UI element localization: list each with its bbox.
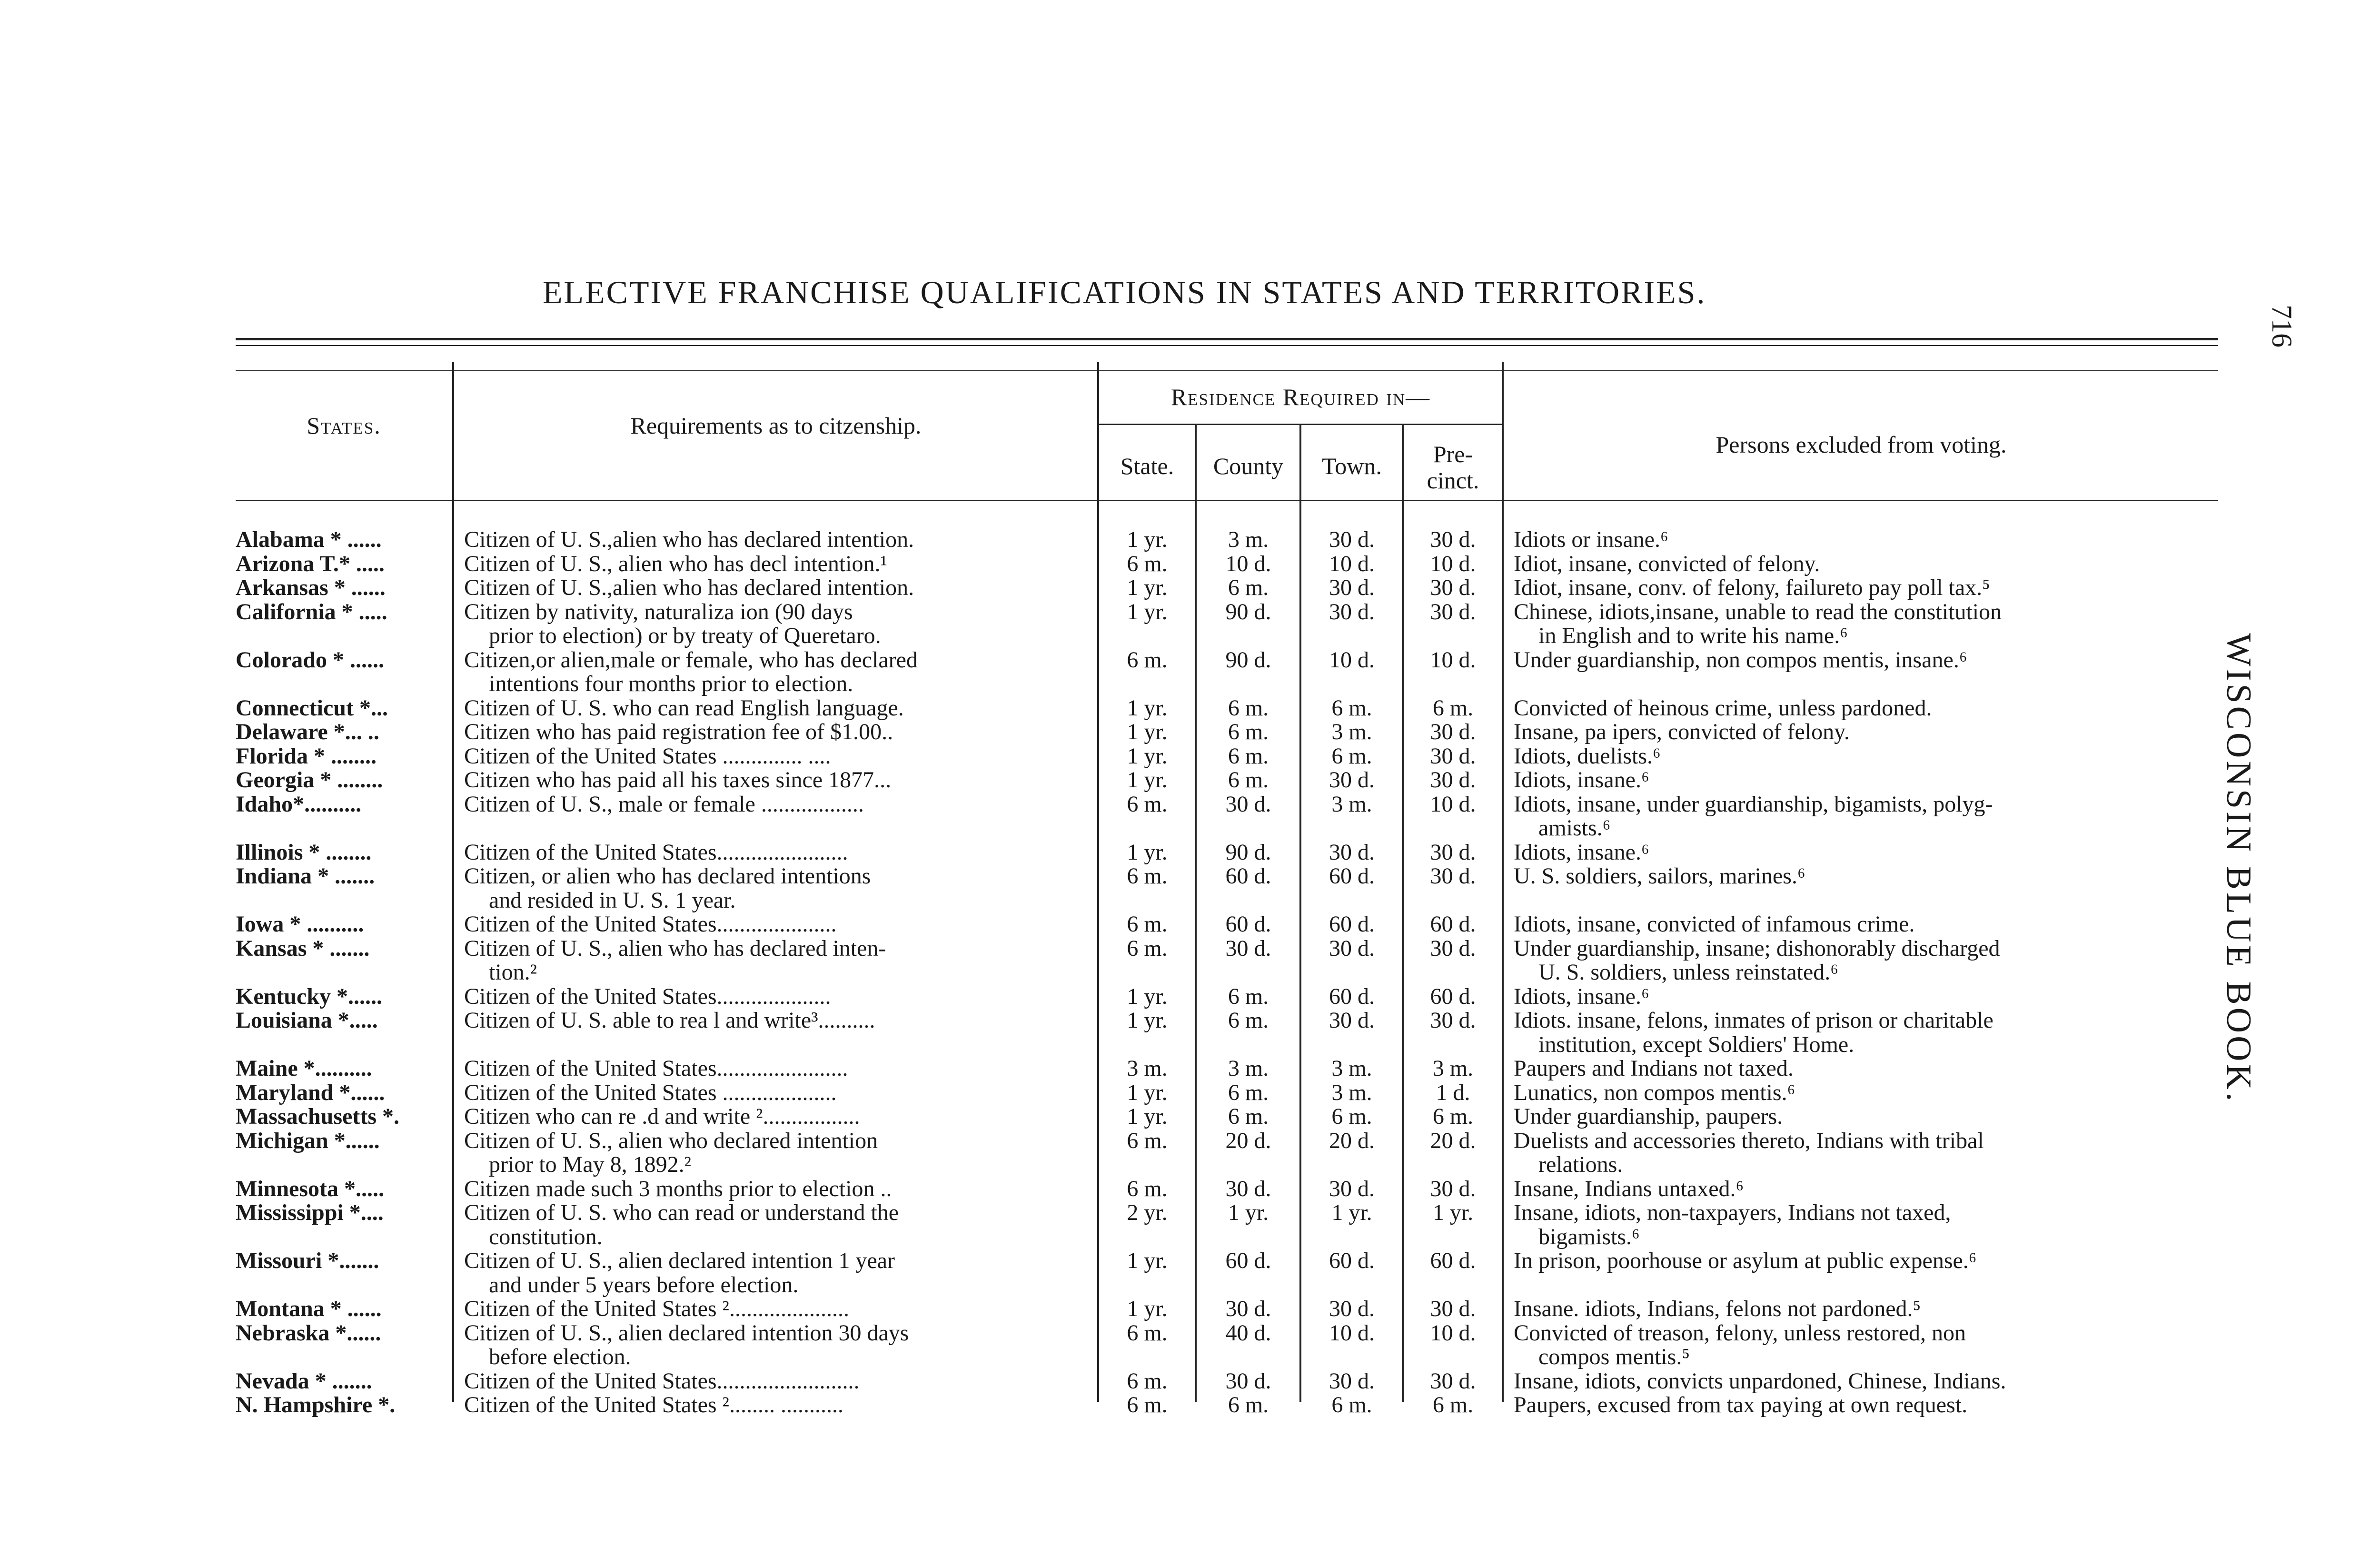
page-number: 716 (2266, 305, 2298, 347)
citizenship-requirement: Citizen made such 3 months prior to election .. (464, 1176, 892, 1201)
residence-state: 6 m. (1127, 1176, 1168, 1201)
state-name: Michigan *...... (236, 1128, 380, 1153)
residence-town: 6 m. (1331, 1104, 1372, 1129)
citizenship-requirement: Citizen by nativity, naturaliza ion (90 days (464, 599, 853, 624)
citizenship-requirement: Citizen of the United States ²........ ........... (464, 1392, 843, 1417)
citizenship-requirement: Citizen of the United States..................... (464, 912, 837, 937)
state-name: Massachusetts *. (236, 1104, 399, 1129)
state-name: Iowa * .......... (236, 912, 364, 937)
citizenship-requirement: Citizen of U. S., alien who has declared inten- (464, 935, 886, 961)
residence-state: 1 yr. (1127, 695, 1168, 721)
persons-excluded: Idiots. insane, felons, inmates of prison or charitable (1514, 1008, 1993, 1033)
col-divider-state (1195, 425, 1197, 1402)
residence-precinct: 6 m. (1432, 1392, 1474, 1417)
residence-state: 1 yr. (1127, 1248, 1168, 1273)
residence-town: 6 m. (1331, 743, 1372, 769)
residence-town: 6 m. (1331, 1392, 1372, 1417)
state-name: Mississippi *.... (236, 1200, 384, 1225)
persons-excluded: Insane, pa ipers, convicted of felony. (1514, 719, 1850, 744)
residence-town: 30 d. (1329, 1296, 1375, 1321)
residence-town: 6 m. (1331, 695, 1372, 721)
residence-town: 10 d. (1329, 551, 1375, 576)
citizenship-requirement: Citizen, or alien who has declared intentions (464, 863, 871, 889)
state-name: Montana * ...... (236, 1296, 382, 1321)
residence-county: 6 m. (1228, 1008, 1269, 1033)
residence-town: 30 d. (1329, 1008, 1375, 1033)
state-name: Colorado * ...... (236, 647, 384, 673)
residence-precinct: 20 d. (1430, 1128, 1476, 1153)
residence-state: 2 yr. (1127, 1200, 1168, 1225)
residence-precinct: 10 d. (1430, 551, 1476, 576)
top-rule-3 (236, 370, 2218, 371)
residence-town: 60 d. (1329, 863, 1375, 889)
state-name: N. Hampshire *. (236, 1392, 396, 1417)
top-rule-2 (236, 345, 2218, 346)
residence-state: 1 yr. (1127, 767, 1168, 793)
residence-county: 60 d. (1225, 1248, 1271, 1273)
residence-county: 3 m. (1228, 527, 1269, 552)
residence-state: 6 m. (1127, 647, 1168, 673)
persons-excluded: Idiot, insane, conv. of felony, failureto pay poll tax.⁵ (1514, 575, 1990, 600)
state-name: Connecticut *... (236, 695, 388, 721)
persons-excluded: Duelists and accessories thereto, Indians with tribal (1514, 1128, 1984, 1153)
residence-county: 6 m. (1228, 1104, 1269, 1129)
residence-town: 60 d. (1329, 912, 1375, 937)
persons-excluded: amists.⁶ (1538, 815, 1611, 841)
residence-town: 30 d. (1329, 767, 1375, 793)
persons-excluded: Idiots, insane, convicted of infamous crime. (1514, 912, 1915, 937)
col-divider-county (1299, 425, 1301, 1402)
residence-precinct: 60 d. (1430, 912, 1476, 937)
residence-state: 6 m. (1127, 912, 1168, 937)
state-name: Arizona T.* ..... (236, 551, 385, 576)
residence-state: 3 m. (1127, 1056, 1168, 1081)
citizenship-requirement: Citizen of U. S., alien declared intention 1 year (464, 1248, 895, 1273)
header-town: Town. (1322, 453, 1382, 479)
persons-excluded: Insane, idiots, convicts unpardoned, Chinese, Indians. (1514, 1368, 2006, 1394)
citizenship-requirement: and resided in U. S. 1 year. (489, 887, 736, 913)
citizenship-requirement: Citizen who can re .d and write ²................. (464, 1104, 860, 1129)
state-name: Minnesota *..... (236, 1176, 384, 1201)
header-states: States. (307, 412, 381, 439)
residence-town: 60 d. (1329, 1248, 1375, 1273)
citizenship-requirement: Citizen who has paid all his taxes since 1877... (464, 767, 892, 793)
residence-town: 60 d. (1329, 983, 1375, 1009)
state-name: Kentucky *...... (236, 983, 383, 1009)
state-name: Kansas * ....... (236, 935, 370, 961)
residence-precinct: 30 d. (1430, 1368, 1476, 1394)
citizenship-requirement: Citizen of the United States .............. .... (464, 743, 831, 769)
residence-precinct: 30 d. (1430, 1008, 1476, 1033)
page-title: ELECTIVE FRANCHISE QUALIFICATIONS IN STATES AND TERRITORIES. (543, 274, 1706, 310)
residence-county: 10 d. (1225, 551, 1271, 576)
citizenship-requirement: Citizen of the United States.................... (464, 983, 831, 1009)
residence-precinct: 1 yr. (1432, 1200, 1474, 1225)
residence-town: 30 d. (1329, 575, 1375, 600)
citizenship-requirement: Citizen of U. S.,alien who has declared intention. (464, 527, 914, 552)
header-state: State. (1120, 453, 1174, 479)
state-name: Florida * ........ (236, 743, 377, 769)
residence-precinct: 30 d. (1430, 743, 1476, 769)
residence-county: 6 m. (1228, 767, 1269, 793)
citizenship-requirement: Citizen of U. S. able to rea l and write³.......... (464, 1008, 875, 1033)
state-name: Arkansas * ...... (236, 575, 386, 600)
persons-excluded: U. S. soldiers, unless reinstated.⁶ (1538, 960, 1838, 985)
residence-state: 1 yr. (1127, 1008, 1168, 1033)
citizenship-requirement: Citizen of the United States....................... (464, 1056, 848, 1081)
residence-precinct: 30 d. (1430, 527, 1476, 552)
residence-precinct: 60 d. (1430, 1248, 1476, 1273)
citizenship-requirement: Citizen of U. S., alien who declared intention (464, 1128, 878, 1153)
residence-precinct: 1 d. (1436, 1080, 1470, 1105)
persons-excluded: U. S. soldiers, sailors, marines.⁶ (1514, 863, 1805, 889)
persons-excluded: Paupers, excused from tax paying at own request. (1514, 1392, 1968, 1417)
citizenship-requirement: Citizen of U. S. who can read English language. (464, 695, 904, 721)
residence-county: 30 d. (1225, 935, 1271, 961)
residence-town: 30 d. (1329, 527, 1375, 552)
residence-county: 6 m. (1228, 743, 1269, 769)
state-name: Nebraska *...... (236, 1320, 381, 1346)
state-name: Indiana * ....... (236, 863, 375, 889)
residence-state: 6 m. (1127, 1128, 1168, 1153)
header-bottom-rule (236, 500, 2218, 501)
residence-precinct: 10 d. (1430, 647, 1476, 673)
residence-county: 1 yr. (1228, 1200, 1269, 1225)
citizenship-requirement: Citizen,or alien,male or female, who has declared (464, 647, 918, 673)
residence-state: 1 yr. (1127, 527, 1168, 552)
citizenship-requirement: constitution. (489, 1224, 603, 1249)
residence-county: 40 d. (1225, 1320, 1271, 1346)
residence-county: 6 m. (1228, 695, 1269, 721)
residence-precinct: 30 d. (1430, 863, 1476, 889)
citizenship-requirement: Citizen of the United States......................... (464, 1368, 860, 1394)
residence-town: 30 d. (1329, 839, 1375, 865)
residence-county: 30 d. (1225, 1296, 1271, 1321)
residence-town: 1 yr. (1331, 1200, 1372, 1225)
residence-precinct: 30 d. (1430, 1296, 1476, 1321)
residence-state: 6 m. (1127, 935, 1168, 961)
residence-town: 10 d. (1329, 647, 1375, 673)
residence-precinct: 10 d. (1430, 1320, 1476, 1346)
residence-precinct: 30 d. (1430, 575, 1476, 600)
residence-state: 6 m. (1127, 863, 1168, 889)
persons-excluded: Paupers and Indians not taxed. (1514, 1056, 1794, 1081)
residence-county: 6 m. (1228, 1080, 1269, 1105)
persons-excluded: bigamists.⁶ (1538, 1224, 1640, 1249)
header-precinct-2: cinct. (1427, 467, 1479, 494)
persons-excluded: Insane. idiots, Indians, felons not pardoned.⁵ (1514, 1296, 1921, 1321)
residence-precinct: 60 d. (1430, 983, 1476, 1009)
header-requirements: Requirements as to citzenship. (630, 412, 922, 439)
citizenship-requirement: intentions four months prior to election. (489, 671, 853, 696)
residence-precinct: 30 d. (1430, 719, 1476, 744)
residence-state: 1 yr. (1127, 575, 1168, 600)
residence-precinct: 30 d. (1430, 935, 1476, 961)
persons-excluded: Convicted of treason, felony, unless restored, non (1514, 1320, 1966, 1346)
citizenship-requirement: Citizen of the United States....................... (464, 839, 848, 865)
persons-excluded: compos mentis.⁵ (1538, 1344, 1690, 1369)
persons-excluded: Idiots, insane.⁶ (1514, 767, 1649, 793)
state-name: Missouri *....... (236, 1248, 379, 1273)
citizenship-requirement: Citizen who has paid registration fee of $1.00.. (464, 719, 893, 744)
residence-state: 6 m. (1127, 791, 1168, 817)
persons-excluded: Idiot, insane, convicted of felony. (1514, 551, 1820, 576)
citizenship-requirement: and under 5 years before election. (489, 1272, 799, 1298)
residence-precinct: 30 d. (1430, 839, 1476, 865)
residence-town: 30 d. (1329, 1368, 1375, 1394)
persons-excluded: Idiots, insane, under guardianship, bigamists, polyg- (1514, 791, 1993, 817)
residence-town: 10 d. (1329, 1320, 1375, 1346)
residence-county: 6 m. (1228, 719, 1269, 744)
residence-county: 6 m. (1228, 575, 1269, 600)
residence-state: 6 m. (1127, 1392, 1168, 1417)
citizenship-requirement: Citizen of U. S., alien who has decl intention.¹ (464, 551, 887, 576)
book-title-vertical: WISCONSIN BLUE BOOK. (2219, 633, 2258, 1104)
residence-precinct: 6 m. (1432, 695, 1474, 721)
persons-excluded: Insane, idiots, non-taxpayers, Indians not taxed, (1514, 1200, 1951, 1225)
persons-excluded: Idiots or insane.⁶ (1514, 527, 1668, 552)
citizenship-requirement: Citizen of U. S. who can read or understand the (464, 1200, 899, 1225)
residence-state: 1 yr. (1127, 599, 1168, 624)
citizenship-requirement: before election. (489, 1344, 631, 1369)
persons-excluded: Insane, Indians untaxed.⁶ (1514, 1176, 1744, 1201)
persons-excluded: Under guardianship, paupers. (1514, 1104, 1783, 1129)
residence-precinct: 30 d. (1430, 599, 1476, 624)
residence-state: 6 m. (1127, 1320, 1168, 1346)
header-precinct-1: Pre- (1433, 441, 1473, 467)
persons-excluded: Under guardianship, insane; dishonorably discharged (1514, 935, 2000, 961)
state-name: Idaho*.......... (236, 791, 362, 817)
persons-excluded: Idiots, insane.⁶ (1514, 839, 1649, 865)
state-name: California * ..... (236, 599, 387, 624)
residence-town: 30 d. (1329, 599, 1375, 624)
col-divider-states (452, 362, 454, 1402)
residence-county: 30 d. (1225, 791, 1271, 817)
residence-town: 20 d. (1329, 1128, 1375, 1153)
citizenship-requirement: Citizen of the United States .................... (464, 1080, 837, 1105)
residence-town: 3 m. (1331, 719, 1372, 744)
residence-town: 3 m. (1331, 1080, 1372, 1105)
persons-excluded: Convicted of heinous crime, unless pardoned. (1514, 695, 1932, 721)
residence-state: 1 yr. (1127, 719, 1168, 744)
state-name: Delaware *... .. (236, 719, 379, 744)
residence-precinct: 6 m. (1432, 1104, 1474, 1129)
residence-precinct: 30 d. (1430, 767, 1476, 793)
residence-precinct: 30 d. (1430, 1176, 1476, 1201)
top-rule-1 (236, 338, 2218, 340)
residence-county: 30 d. (1225, 1368, 1271, 1394)
residence-county: 60 d. (1225, 912, 1271, 937)
residence-county: 30 d. (1225, 1176, 1271, 1201)
state-name: Illinois * ........ (236, 839, 372, 865)
header-excluded: Persons excluded from voting. (1716, 431, 2007, 458)
state-name: Alabama * ...... (236, 527, 382, 552)
residence-town: 30 d. (1329, 1176, 1375, 1201)
residence-county: 6 m. (1228, 983, 1269, 1009)
col-divider-precinct (1502, 362, 1504, 1402)
persons-excluded: Chinese, idiots,insane, unable to read the constitution (1514, 599, 2002, 624)
col-divider-town (1402, 425, 1404, 1402)
residence-state: 1 yr. (1127, 1080, 1168, 1105)
residence-state: 6 m. (1127, 1368, 1168, 1394)
residence-county: 6 m. (1228, 1392, 1269, 1417)
citizenship-requirement: Citizen of U. S., male or female .................. (464, 791, 864, 817)
residence-county: 90 d. (1225, 647, 1271, 673)
persons-excluded: relations. (1538, 1152, 1623, 1177)
state-name: Maine *.......... (236, 1056, 372, 1081)
residence-state: 1 yr. (1127, 1104, 1168, 1129)
residence-state: 1 yr. (1127, 743, 1168, 769)
persons-excluded: Lunatics, non compos mentis.⁶ (1514, 1080, 1795, 1105)
header-county: County (1213, 453, 1284, 479)
state-name: Nevada * ....... (236, 1368, 372, 1394)
persons-excluded: Idiots, duelists.⁶ (1514, 743, 1661, 769)
citizenship-requirement: tion.² (489, 960, 537, 985)
state-name: Maryland *...... (236, 1080, 385, 1105)
residence-precinct: 3 m. (1432, 1056, 1474, 1081)
residence-county: 3 m. (1228, 1056, 1269, 1081)
citizenship-requirement: prior to May 8, 1892.² (489, 1152, 692, 1177)
residence-state: 1 yr. (1127, 983, 1168, 1009)
persons-excluded: Under guardianship, non compos mentis, insane.⁶ (1514, 647, 1967, 673)
residence-precinct: 10 d. (1430, 791, 1476, 817)
state-name: Louisiana *..... (236, 1008, 378, 1033)
citizenship-requirement: Citizen of U. S., alien declared intention 30 days (464, 1320, 909, 1346)
residence-state: 1 yr. (1127, 1296, 1168, 1321)
state-name: Georgia * ........ (236, 767, 383, 793)
residence-county: 90 d. (1225, 599, 1271, 624)
persons-excluded: Idiots, insane.⁶ (1514, 983, 1649, 1009)
residence-state: 6 m. (1127, 551, 1168, 576)
citizenship-requirement: Citizen of the United States ²..................... (464, 1296, 849, 1321)
residence-town: 3 m. (1331, 1056, 1372, 1081)
residence-county: 20 d. (1225, 1128, 1271, 1153)
residence-county: 60 d. (1225, 863, 1271, 889)
residence-town: 30 d. (1329, 935, 1375, 961)
citizenship-requirement: prior to election) or by treaty of Queretaro. (489, 623, 881, 648)
persons-excluded: In prison, poorhouse or asylum at public expense.⁶ (1514, 1248, 1977, 1273)
residence-town: 3 m. (1331, 791, 1372, 817)
citizenship-requirement: Citizen of U. S.,alien who has declared intention. (464, 575, 914, 600)
persons-excluded: institution, except Soldiers' Home. (1538, 1031, 1854, 1057)
header-residence-group: Residence Required in— (1170, 384, 1431, 410)
residence-county: 90 d. (1225, 839, 1271, 865)
residence-state: 1 yr. (1127, 839, 1168, 865)
persons-excluded: in English and to write his name.⁶ (1538, 623, 1848, 648)
